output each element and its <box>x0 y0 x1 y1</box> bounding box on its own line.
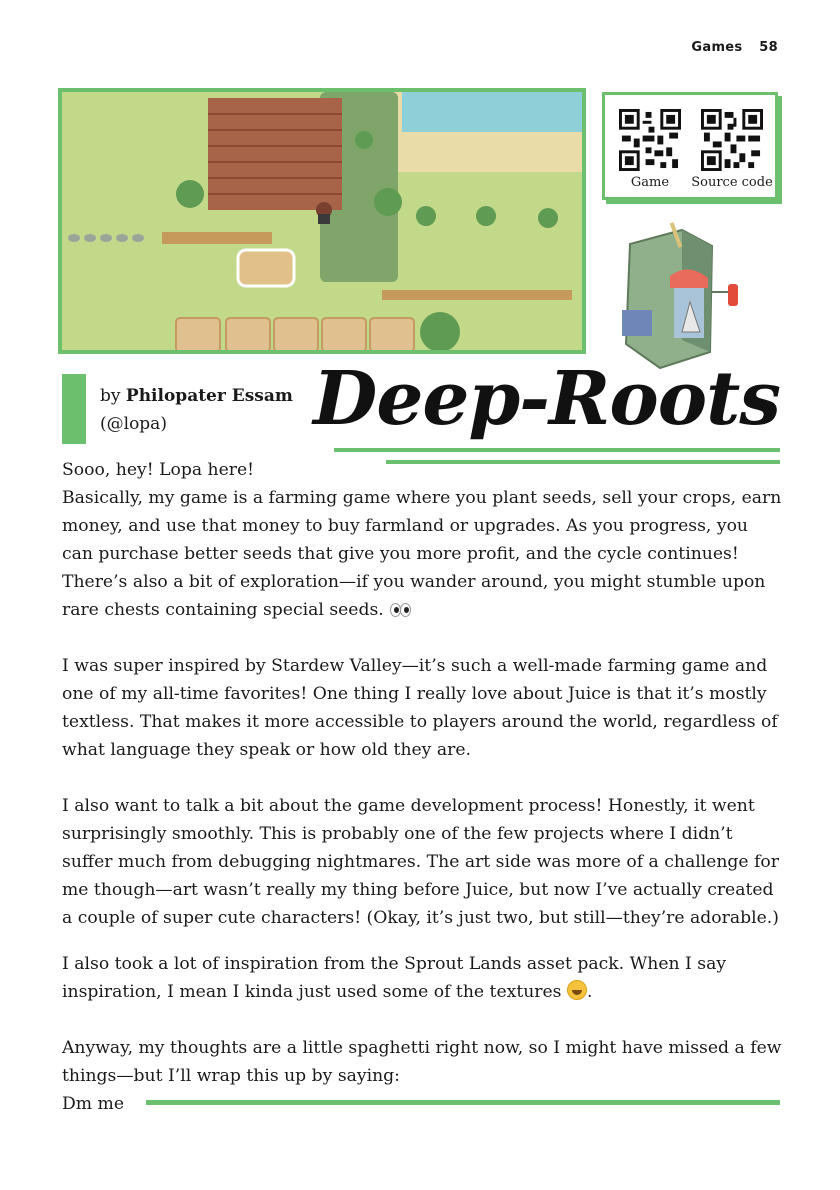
paragraph-inspiration: I was super inspired by Stardew Valley—it’s such a well-made farming game and one of my all-time favorites! One thing I really love about Juice is that it’s mostly textless. That makes it more accessible to players around the world, regardless of what language they speak or how old they are. <box>62 656 778 760</box>
author-by-label: by <box>100 386 121 406</box>
author-name: Philopater Essam <box>125 386 293 406</box>
page-header <box>679 40 778 55</box>
paragraph-gameplay: Basically, my game is a farming game where you plant seeds, sell your crops, earn money, and use that money to buy farmland or upgrades. As you progress, you can purchase better seeds that give you more profit, and the cycle continues! There’s also a bit of exploration—if you wander around, you might stumble upon rare chests containing special seeds. <box>62 488 782 620</box>
paragraph-development: I also want to talk a bit about the game development process! Honestly, it went surprisingly smoothly. This is probably one of the few projects where I didn’t suffer much from debugging nightmares. The art side was more of a challenge for me though—art wasn’t really my thing before Juice, but now I’ve actually created a couple of super cute characters! (Okay, it’s just two, but still—they’re adorable.) <box>62 796 779 928</box>
game-qr-code[interactable] <box>619 109 681 171</box>
article-body <box>62 456 782 1118</box>
source-code-qr-label: Source code <box>691 175 773 190</box>
sweat-smile-emoji-icon <box>567 980 587 1000</box>
eyes-emoji-icon <box>389 602 411 616</box>
author-handle: (@lopa) <box>100 414 167 434</box>
paragraph-dm: Dm me <box>62 1094 125 1114</box>
article-title: Deep-Roots <box>313 356 780 442</box>
source-code-qr-code[interactable] <box>701 109 763 171</box>
author-accent-bar <box>62 374 86 444</box>
page-number: 58 <box>759 40 778 55</box>
game-qr-label: Game <box>630 175 670 190</box>
qr-codes-box <box>602 92 778 200</box>
paragraph-intro: Sooo, hey! Lopa here! <box>62 460 255 480</box>
title-underline-1 <box>334 448 780 452</box>
game-screenshot <box>58 88 586 354</box>
farm-scene-image <box>62 92 582 350</box>
juice-box-mascot-image <box>612 222 742 372</box>
paragraph-assets: I also took a lot of inspiration from the Sprout Lands asset pack. When I say inspiration, I mean I kinda just used some of the textures . <box>62 954 727 1002</box>
author-byline <box>100 382 293 438</box>
closing-rule <box>146 1100 780 1105</box>
paragraph-closing: Anyway, my thoughts are a little spaghetti right now, so I might have missed a few things—but I’ll wrap this up by saying: <box>62 1038 782 1086</box>
section-label: Games <box>691 40 743 55</box>
